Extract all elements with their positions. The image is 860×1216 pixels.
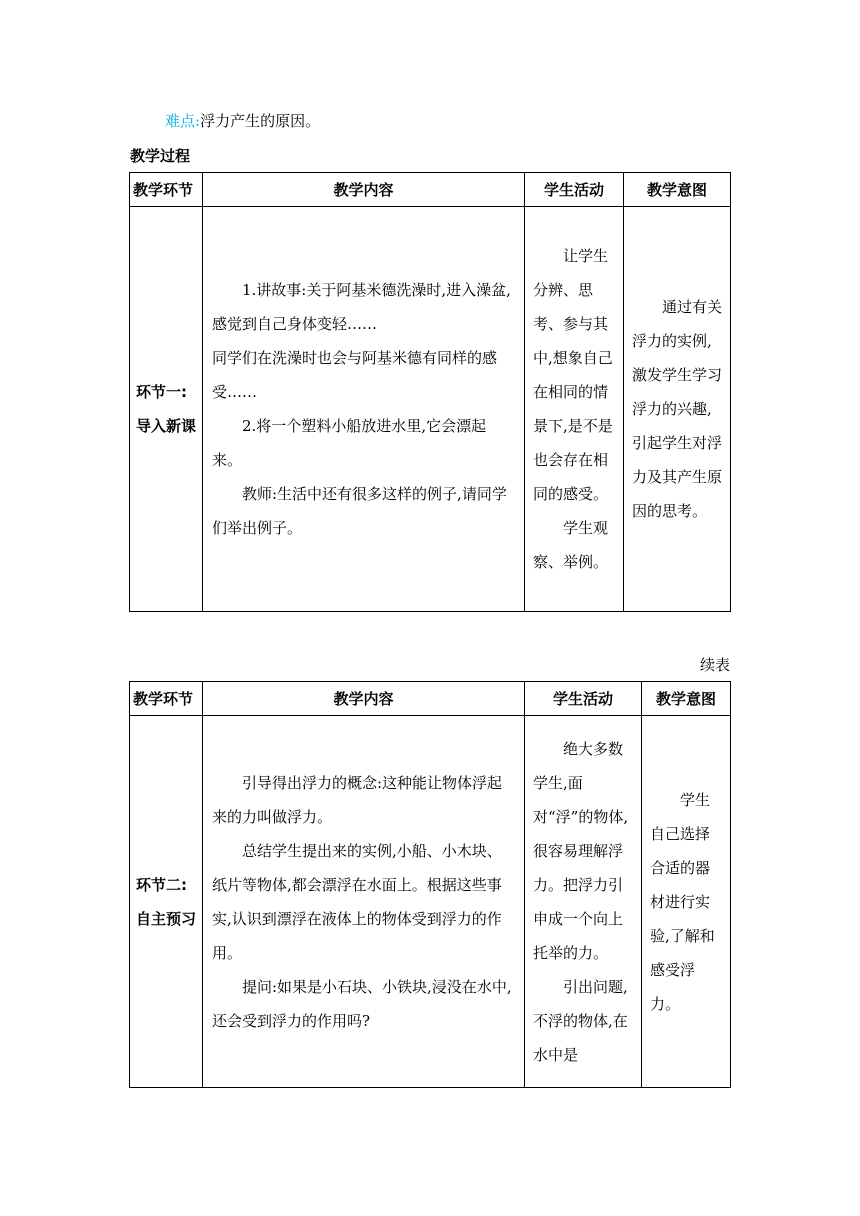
- intent-paragraph: 通过有关浮力的实例,激发学生学习浮力的兴趣,引起学生对浮力及其产生原因的思考。: [632, 298, 723, 520]
- content-paragraph: 1.讲故事:关于阿基米德洗澡时,进入澡盆,感觉到自己身体变轻……: [212, 281, 511, 333]
- activity-cell: [525, 207, 624, 612]
- content-paragraph: 提问:如果是小石块、小铁块,浸没在水中,还会受到浮力的作用吗?: [212, 977, 512, 1030]
- table-row: [130, 716, 731, 1088]
- content-cell: [203, 207, 525, 612]
- intent-cell: [624, 207, 731, 612]
- continued-label: 续表: [699, 656, 730, 674]
- intent-cell: [642, 716, 731, 1088]
- difficulty-line: [165, 110, 320, 132]
- activity-paragraph: 绝大多数学生,面对“浮”的物体,很容易理解浮力。把浮力引申成一个向上托举的力。: [533, 739, 629, 962]
- content-paragraph: 教师:生活中还有很多这样的例子,请同学们举出例子。: [212, 485, 507, 537]
- section-title: 教学过程: [130, 147, 191, 165]
- content-cell: [203, 716, 525, 1088]
- activity-cell: [525, 716, 642, 1088]
- teaching-process-table-2: [129, 681, 731, 1088]
- stage-cell: 环节一:导入新课: [130, 207, 203, 612]
- table-header-row: [130, 682, 731, 716]
- intent-paragraph: 学生自己选择合适的器材进行实验,了解和感受浮力。: [650, 790, 715, 1013]
- header-stage: 教学环节: [130, 173, 203, 207]
- header-activity: 学生活动: [525, 173, 624, 207]
- activity-paragraph: 让学生分辨、思考、参与其中,想象自己在相同的情景下,是不是也会存在相同的感受。: [533, 247, 613, 503]
- header-stage: 教学环节: [130, 682, 203, 716]
- content-paragraph: 同学们在洗澡时也会与阿基米德有同样的感受……: [212, 349, 498, 401]
- teaching-process-table-1: [129, 172, 731, 612]
- table-row: [130, 207, 731, 612]
- activity-paragraph: 引出问题,不浮的物体,在水中是: [533, 977, 628, 1064]
- header-content: 教学内容: [203, 682, 525, 716]
- stage-cell: 环节二:自主预习: [130, 716, 203, 1088]
- header-content: 教学内容: [203, 173, 525, 207]
- table-header-row: [130, 173, 731, 207]
- header-intent: 教学意图: [624, 173, 731, 207]
- difficulty-text: 浮力产生的原因。: [200, 112, 321, 130]
- activity-paragraph: 学生观察、举例。: [533, 519, 609, 571]
- header-intent: 教学意图: [642, 682, 731, 716]
- content-paragraph: 总结学生提出来的实例,小船、小木块、纸片等物体,都会漂浮在水面上。根据这些事实,认识到漂浮在液体上的物体受到浮力的作用。: [212, 841, 502, 962]
- content-paragraph: 2.将一个塑料小船放进水里,它会漂起来。: [212, 417, 487, 469]
- content-paragraph: 引导得出浮力的概念:这种能让物体浮起来的力叫做浮力。: [212, 773, 503, 826]
- header-activity: 学生活动: [525, 682, 642, 716]
- difficulty-label: 难点:: [165, 112, 201, 130]
